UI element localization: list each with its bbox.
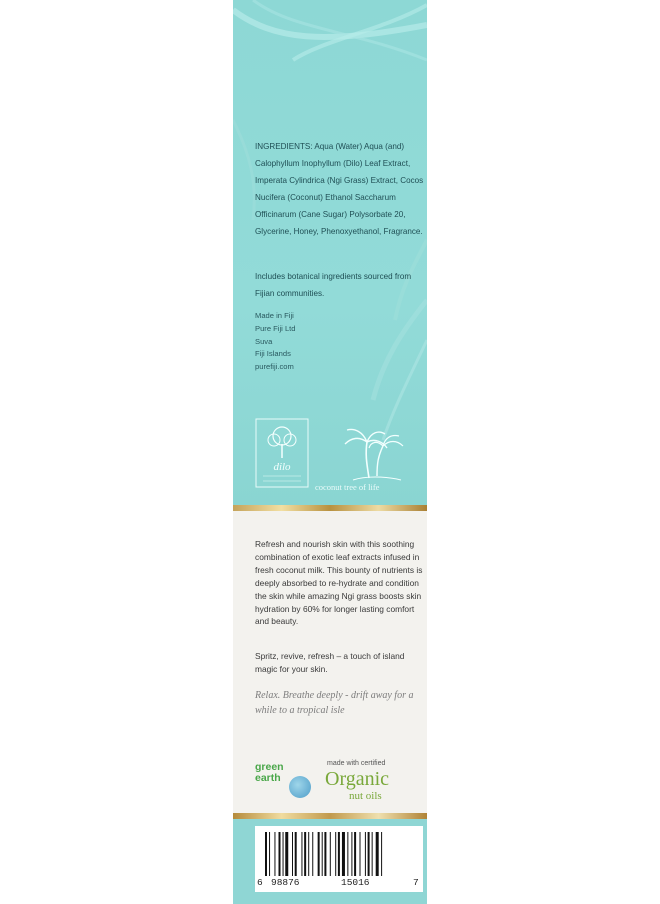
barcode-bar (324, 832, 326, 876)
coconut-tree-label: coconut tree of life (315, 482, 380, 492)
barcode-bar (304, 832, 306, 876)
address-line: Made in Fiji (255, 311, 294, 320)
green-earth-logo (255, 762, 317, 806)
barcode-bar (308, 832, 309, 876)
green-earth-wordmark: green earth (255, 761, 284, 784)
barcode-digits-left: 98876 (271, 877, 300, 888)
barcode-bar (269, 832, 270, 876)
barcode-bar (335, 832, 336, 876)
address-line: Fiji Islands (255, 349, 291, 359)
barcode-bar (322, 832, 323, 876)
barcode-bar (318, 832, 320, 876)
barcode-bars (263, 832, 415, 876)
barcode-bar (338, 832, 340, 876)
barcode-bar (342, 832, 345, 876)
barcode-bar (292, 832, 293, 876)
organic-small-text: made with certified (327, 760, 386, 767)
barcode-bar (365, 832, 366, 876)
top-panel (233, 0, 427, 507)
svg-text:dilo: dilo (273, 461, 291, 473)
relax-script-tagline: Relax. Breathe deeply - drift away for a while to a tropical isle (255, 690, 414, 716)
botanical-note: Includes botanical ingredients sourced from Fijian communities. (255, 272, 412, 298)
spritz-tagline: Spritz, revive, refresh – a touch of island magic for your skin. (255, 651, 405, 674)
barcode-bar (330, 832, 331, 876)
nut-oils-text: nut oils (349, 790, 382, 802)
barcode-bar (279, 832, 281, 876)
barcode-digits-right: 15016 (341, 877, 370, 888)
dilo-tree-logo (255, 418, 309, 488)
product-description: Refresh and nourish skin with this soothing combination of exotic leaf extracts infused in fresh coconut milk. This bounty of nutrients is deeply absorbed to re-hydrate and condition the skin while amazing Ngi grass boosts skin hydration by 60% for longer lasting comfort and beauty. (255, 539, 423, 627)
address-line: purefiji.com (255, 362, 294, 372)
barcode-bar (274, 832, 275, 876)
barcode-bar (376, 832, 379, 876)
barcode-bar (354, 832, 356, 876)
address-line: Suva (255, 336, 273, 346)
barcode-bar (360, 832, 361, 876)
barcode-bar (285, 832, 288, 876)
ingredients-text: INGREDIENTS: Aqua (Water) Aqua (and) Calophyllum Inophyllum (Dilo) Leaf Extract, Imperata Cylindrica (Ngi Grass) Extract, Cocos Nucifera (Coconut) Ethanol Saccharum Officinarum (Cane Sugar) Polysorbate 20, Glycerine, Honey, Phenoxyethanol, Fragrance. (255, 142, 424, 236)
barcode-bar (372, 832, 373, 876)
barcode-bar (301, 832, 302, 876)
barcode-digit-check: 7 (413, 877, 419, 888)
barcode-bar (347, 832, 348, 876)
organic-logo (319, 760, 425, 806)
address-line: Pure Fiji Ltd (255, 323, 296, 333)
barcode-bar (312, 832, 313, 876)
barcode-bar (368, 832, 370, 876)
barcode-bar (265, 832, 267, 876)
made-in-address (255, 310, 405, 374)
product-box (233, 0, 427, 904)
barcode-digit-first: 6 (257, 877, 263, 888)
globe-icon (289, 776, 311, 798)
barcode-bar (295, 832, 297, 876)
barcode-bar (381, 832, 382, 876)
barcode-bar (351, 832, 352, 876)
barcode-label (255, 826, 423, 892)
barcode-bar (283, 832, 284, 876)
organic-word: Organic (325, 768, 390, 790)
